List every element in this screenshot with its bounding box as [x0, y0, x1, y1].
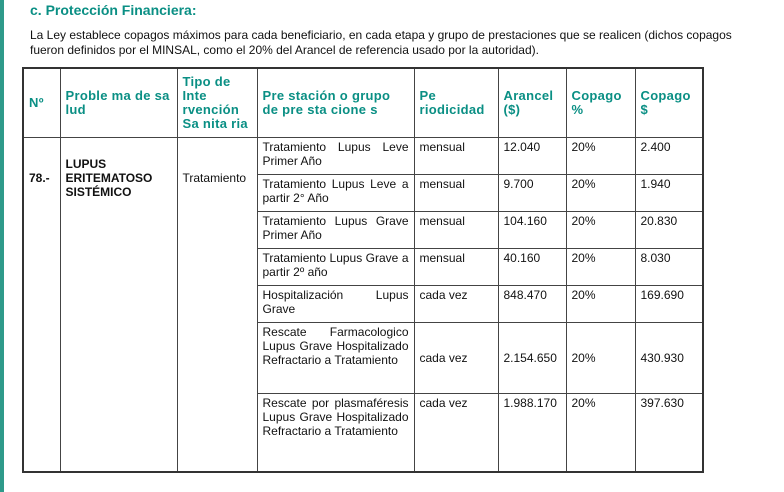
- header-prestacion: Pre stación o grupo de pre sta cione s: [257, 68, 414, 138]
- arancel-cell: 104.160: [498, 212, 566, 249]
- left-accent-bar: [0, 0, 4, 492]
- copago-amt-cell: 169.690: [635, 286, 703, 323]
- periodicidad-cell: cada vez: [414, 286, 498, 323]
- periodicidad-cell: mensual: [414, 212, 498, 249]
- periodicidad-cell: cada vez: [414, 394, 498, 472]
- arancel-cell: 1.988.170: [498, 394, 566, 472]
- prestacion-cell: Tratamiento Lupus Leve a partir 2° Año: [257, 175, 414, 212]
- arancel-cell: 9.700: [498, 175, 566, 212]
- header-num: Nº: [23, 68, 60, 138]
- arancel-cell: 848.470: [498, 286, 566, 323]
- copago-pct-cell: 20%: [566, 286, 635, 323]
- header-arancel: Arancel ($): [498, 68, 566, 138]
- copago-table: [22, 67, 704, 473]
- periodicidad-cell: mensual: [414, 249, 498, 286]
- copago-pct-cell: 20%: [566, 138, 635, 175]
- prestacion-cell: Tratamiento Lupus Grave a partir 2º año: [257, 249, 414, 286]
- copago-pct-cell: 20%: [566, 249, 635, 286]
- header-problema: Proble ma de sa lud: [60, 68, 177, 138]
- copago-pct-cell: 20%: [566, 323, 635, 394]
- copago-amt-cell: 2.400: [635, 138, 703, 175]
- header-copago-amt: Copago $: [635, 68, 703, 138]
- prestacion-cell: Rescate Farmacologico Lupus Grave Hospitalizado Refractario a Tratamiento: [257, 323, 414, 394]
- header-copago-pct: Copago %: [566, 68, 635, 138]
- table-header-row: [23, 68, 703, 138]
- copago-pct-cell: 20%: [566, 175, 635, 212]
- periodicidad-cell: mensual: [414, 175, 498, 212]
- copago-amt-cell: 1.940: [635, 175, 703, 212]
- copago-pct-cell: 20%: [566, 212, 635, 249]
- problem-number: 78.-: [23, 138, 60, 472]
- table-row: [23, 138, 703, 175]
- section-title: c. Protección Financiera:: [30, 2, 197, 18]
- prestacion-cell: Hospitalización Lupus Grave: [257, 286, 414, 323]
- prestacion-cell: Tratamiento Lupus Grave Primer Año: [257, 212, 414, 249]
- arancel-cell: 2.154.650: [498, 323, 566, 394]
- intro-paragraph: La Ley establece copagos máximos para cada beneficiario, en cada etapa y grupo de prestaciones que se realicen (dichos copagos fueron definidos por el MINSAL, como el 20% del Arancel de referencia usado por la autoridad).: [30, 28, 732, 57]
- header-periodicidad: Pe riodicidad: [414, 68, 498, 138]
- periodicidad-cell: mensual: [414, 138, 498, 175]
- copago-amt-cell: 20.830: [635, 212, 703, 249]
- header-tipo: Tipo de Inte rvención Sa nita ria: [177, 68, 257, 138]
- copago-amt-cell: 8.030: [635, 249, 703, 286]
- problem-name: LUPUS ERITEMATOSO SISTÉMICO: [60, 138, 177, 472]
- prestacion-cell: Rescate por plasmaféresis Lupus Grave Hospitalizado Refractario a Tratamiento: [257, 394, 414, 472]
- arancel-cell: 12.040: [498, 138, 566, 175]
- prestacion-cell: Tratamiento Lupus Leve Primer Año: [257, 138, 414, 175]
- intervention-type: Tratamiento: [177, 138, 257, 472]
- periodicidad-cell: cada vez: [414, 323, 498, 394]
- copago-pct-cell: 20%: [566, 394, 635, 472]
- copago-amt-cell: 397.630: [635, 394, 703, 472]
- arancel-cell: 40.160: [498, 249, 566, 286]
- copago-amt-cell: 430.930: [635, 323, 703, 394]
